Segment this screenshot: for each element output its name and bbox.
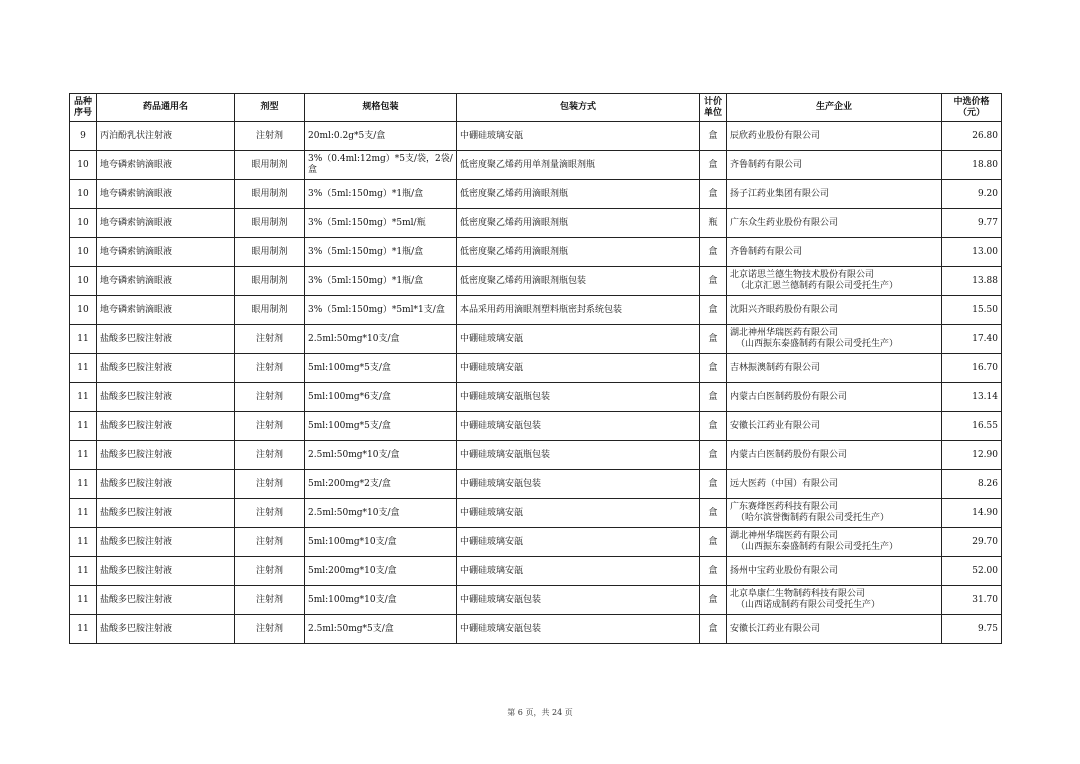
cell-name: 盐酸多巴胺注射液 <box>97 354 235 383</box>
cell-spec: 2.5ml:50mg*10支/盒 <box>305 499 457 528</box>
cell-maker <box>727 470 942 499</box>
cell-unit: 盒 <box>700 296 727 325</box>
cell-form: 眼用制剂 <box>235 296 305 325</box>
cell-form: 注射剂 <box>235 528 305 557</box>
cell-seq: 10 <box>70 296 97 325</box>
maker-name: 辰欣药业股份有限公司 <box>730 130 821 141</box>
cell-spec: 5ml:100mg*5支/盒 <box>305 412 457 441</box>
cell-maker <box>727 499 942 528</box>
cell-form: 注射剂 <box>235 412 305 441</box>
maker-name: 北京诺思兰德生物技术股份有限公司 <box>730 270 875 280</box>
table-row <box>70 383 1002 412</box>
table-row <box>70 615 1002 644</box>
cell-seq: 11 <box>70 499 97 528</box>
cell-maker <box>727 151 942 180</box>
cell-form: 注射剂 <box>235 586 305 615</box>
maker-note: （山西诺成制药有限公司受托生产） <box>736 600 881 610</box>
cell-name: 盐酸多巴胺注射液 <box>97 383 235 412</box>
maker-name: 沈阳兴齐眼药股份有限公司 <box>730 304 839 315</box>
cell-name: 地夸磷索钠滴眼液 <box>97 209 235 238</box>
cell-seq: 10 <box>70 209 97 238</box>
cell-form: 注射剂 <box>235 441 305 470</box>
header-pack: 包装方式 <box>457 94 700 122</box>
table-row <box>70 238 1002 267</box>
header-price: 中选价格（元） <box>942 94 1002 122</box>
cell-maker <box>727 296 942 325</box>
table-row <box>70 354 1002 383</box>
maker-name: 吉林振澳制药有限公司 <box>730 362 821 373</box>
cell-spec: 5ml:100mg*10支/盒 <box>305 586 457 615</box>
cell-spec: 3%（5ml:150mg）*1瓶/盒 <box>305 180 457 209</box>
cell-pack: 中硼硅玻璃安瓿 <box>457 499 700 528</box>
cell-unit: 盒 <box>700 528 727 557</box>
cell-spec: 5ml:200mg*10支/盒 <box>305 557 457 586</box>
maker-name: 齐鲁制药有限公司 <box>730 246 803 257</box>
maker-name: 安徽长江药业有限公司 <box>730 623 821 634</box>
cell-maker <box>727 557 942 586</box>
cell-price: 17.40 <box>942 325 1002 354</box>
maker-note: （哈尔滨誉衡制药有限公司受托生产） <box>736 513 890 523</box>
cell-pack: 低密度聚乙烯药用滴眼剂瓶 <box>457 180 700 209</box>
cell-form: 眼用制剂 <box>235 151 305 180</box>
cell-pack: 中硼硅玻璃安瓿 <box>457 325 700 354</box>
cell-form: 注射剂 <box>235 383 305 412</box>
cell-maker <box>727 586 942 615</box>
table-row <box>70 209 1002 238</box>
cell-maker <box>727 441 942 470</box>
cell-spec: 20ml:0.2g*5支/盒 <box>305 122 457 151</box>
cell-unit: 盒 <box>700 325 727 354</box>
cell-seq: 11 <box>70 441 97 470</box>
cell-pack: 低密度聚乙烯药用滴眼剂瓶 <box>457 238 700 267</box>
cell-maker <box>727 209 942 238</box>
maker-name: 内蒙古白医制药股份有限公司 <box>730 391 848 402</box>
cell-maker <box>727 180 942 209</box>
cell-price: 9.20 <box>942 180 1002 209</box>
cell-spec: 5ml:100mg*10支/盒 <box>305 528 457 557</box>
table-row <box>70 499 1002 528</box>
cell-unit: 盒 <box>700 470 727 499</box>
table-row <box>70 470 1002 499</box>
cell-pack: 中硼硅玻璃安瓿 <box>457 354 700 383</box>
cell-maker <box>727 354 942 383</box>
cell-seq: 9 <box>70 122 97 151</box>
maker-name: 安徽长江药业有限公司 <box>730 420 821 431</box>
cell-maker <box>727 325 942 354</box>
cell-unit: 盒 <box>700 354 727 383</box>
cell-price: 13.88 <box>942 267 1002 296</box>
table-row <box>70 528 1002 557</box>
cell-seq: 11 <box>70 528 97 557</box>
cell-seq: 11 <box>70 615 97 644</box>
table-row <box>70 412 1002 441</box>
cell-spec: 2.5ml:50mg*10支/盒 <box>305 325 457 354</box>
maker-name: 扬州中宝药业股份有限公司 <box>730 565 839 576</box>
cell-name: 地夸磷索钠滴眼液 <box>97 267 235 296</box>
cell-unit: 瓶 <box>700 209 727 238</box>
cell-form: 注射剂 <box>235 122 305 151</box>
cell-form: 注射剂 <box>235 615 305 644</box>
cell-form: 眼用制剂 <box>235 209 305 238</box>
cell-name: 地夸磷索钠滴眼液 <box>97 180 235 209</box>
cell-name: 盐酸多巴胺注射液 <box>97 615 235 644</box>
cell-unit: 盒 <box>700 412 727 441</box>
cell-pack: 中硼硅玻璃安瓿 <box>457 528 700 557</box>
maker-name: 远大医药（中国）有限公司 <box>730 478 839 489</box>
table-row <box>70 557 1002 586</box>
cell-price: 29.70 <box>942 528 1002 557</box>
cell-seq: 10 <box>70 151 97 180</box>
cell-maker <box>727 122 942 151</box>
cell-pack: 中硼硅玻璃安瓿包装 <box>457 412 700 441</box>
table-row <box>70 267 1002 296</box>
cell-name: 丙泊酚乳状注射液 <box>97 122 235 151</box>
cell-name: 盐酸多巴胺注射液 <box>97 528 235 557</box>
cell-maker <box>727 267 942 296</box>
cell-price: 18.80 <box>942 151 1002 180</box>
cell-price: 14.90 <box>942 499 1002 528</box>
cell-unit: 盒 <box>700 267 727 296</box>
maker-name: 扬子江药业集团有限公司 <box>730 188 830 199</box>
cell-price: 31.70 <box>942 586 1002 615</box>
cell-price: 13.14 <box>942 383 1002 412</box>
cell-pack: 本品采用药用滴眼剂塑料瓶密封系统包装 <box>457 296 700 325</box>
drug-price-table <box>69 93 1002 644</box>
cell-seq: 11 <box>70 586 97 615</box>
header-seq: 品种序号 <box>70 94 97 122</box>
table-row <box>70 122 1002 151</box>
cell-name: 盐酸多巴胺注射液 <box>97 586 235 615</box>
cell-form: 眼用制剂 <box>235 180 305 209</box>
cell-seq: 10 <box>70 267 97 296</box>
cell-seq: 11 <box>70 354 97 383</box>
cell-unit: 盒 <box>700 441 727 470</box>
cell-seq: 11 <box>70 325 97 354</box>
cell-spec: 2.5ml:50mg*5支/盒 <box>305 615 457 644</box>
cell-maker <box>727 238 942 267</box>
cell-price: 13.00 <box>942 238 1002 267</box>
header-row <box>70 94 1002 122</box>
cell-pack: 低密度聚乙烯药用滴眼剂瓶 <box>457 209 700 238</box>
cell-pack: 中硼硅玻璃安瓿包装 <box>457 615 700 644</box>
header-spec: 规格包装 <box>305 94 457 122</box>
cell-pack: 中硼硅玻璃安瓿瓶包装 <box>457 441 700 470</box>
maker-note: （北京汇恩兰德制药有限公司受托生产） <box>736 281 899 291</box>
cell-price: 16.55 <box>942 412 1002 441</box>
maker-note: （山西振东泰盛制药有限公司受托生产） <box>736 339 899 349</box>
table-body <box>70 122 1002 644</box>
cell-maker <box>727 383 942 412</box>
cell-maker <box>727 615 942 644</box>
cell-form: 注射剂 <box>235 325 305 354</box>
cell-spec: 5ml:100mg*6支/盒 <box>305 383 457 412</box>
page-footer: 第 6 页，共 24 页 <box>507 708 573 717</box>
cell-name: 地夸磷索钠滴眼液 <box>97 151 235 180</box>
cell-unit: 盒 <box>700 499 727 528</box>
cell-price: 12.90 <box>942 441 1002 470</box>
cell-unit: 盒 <box>700 122 727 151</box>
table-row <box>70 325 1002 354</box>
cell-pack: 中硼硅玻璃安瓿瓶包装 <box>457 383 700 412</box>
cell-price: 15.50 <box>942 296 1002 325</box>
maker-name: 内蒙古白医制药股份有限公司 <box>730 449 848 460</box>
maker-name: 齐鲁制药有限公司 <box>730 159 803 170</box>
cell-form: 注射剂 <box>235 499 305 528</box>
cell-price: 26.80 <box>942 122 1002 151</box>
cell-unit: 盒 <box>700 615 727 644</box>
cell-price: 16.70 <box>942 354 1002 383</box>
cell-seq: 10 <box>70 180 97 209</box>
cell-seq: 10 <box>70 238 97 267</box>
table-row <box>70 296 1002 325</box>
cell-unit: 盒 <box>700 586 727 615</box>
cell-pack: 中硼硅玻璃安瓿包装 <box>457 470 700 499</box>
maker-note: （山西振东泰盛制药有限公司受托生产） <box>736 542 899 552</box>
cell-name: 盐酸多巴胺注射液 <box>97 557 235 586</box>
cell-spec: 5ml:200mg*2支/盒 <box>305 470 457 499</box>
header-unit: 计价单位 <box>700 94 727 122</box>
header-name: 药品通用名 <box>97 94 235 122</box>
cell-unit: 盒 <box>700 557 727 586</box>
cell-form: 注射剂 <box>235 557 305 586</box>
cell-pack: 中硼硅玻璃安瓿 <box>457 122 700 151</box>
cell-name: 盐酸多巴胺注射液 <box>97 499 235 528</box>
cell-form: 注射剂 <box>235 354 305 383</box>
cell-pack: 中硼硅玻璃安瓿包装 <box>457 586 700 615</box>
cell-name: 地夸磷索钠滴眼液 <box>97 296 235 325</box>
cell-spec: 3%（5ml:150mg）*1瓶/盒 <box>305 238 457 267</box>
cell-name: 盐酸多巴胺注射液 <box>97 441 235 470</box>
table-row <box>70 151 1002 180</box>
cell-form: 眼用制剂 <box>235 238 305 267</box>
cell-seq: 11 <box>70 470 97 499</box>
cell-pack: 低密度聚乙烯药用单剂量滴眼剂瓶 <box>457 151 700 180</box>
cell-price: 9.77 <box>942 209 1002 238</box>
header-maker: 生产企业 <box>727 94 942 122</box>
cell-spec: 3%（5ml:150mg）*5ml/瓶 <box>305 209 457 238</box>
cell-unit: 盒 <box>700 180 727 209</box>
cell-spec: 3%（5ml:150mg）*5ml*1支/盒 <box>305 296 457 325</box>
cell-seq: 11 <box>70 412 97 441</box>
cell-name: 盐酸多巴胺注射液 <box>97 470 235 499</box>
cell-name: 盐酸多巴胺注射液 <box>97 325 235 354</box>
cell-spec: 3%（5ml:150mg）*1瓶/盒 <box>305 267 457 296</box>
maker-name: 北京阜康仁生物制药科技有限公司 <box>730 589 866 599</box>
cell-price: 8.26 <box>942 470 1002 499</box>
maker-name: 湖北神州华瑞医药有限公司 <box>730 328 839 338</box>
cell-maker <box>727 528 942 557</box>
cell-unit: 盒 <box>700 383 727 412</box>
header-form: 剂型 <box>235 94 305 122</box>
cell-name: 盐酸多巴胺注射液 <box>97 412 235 441</box>
cell-unit: 盒 <box>700 238 727 267</box>
cell-pack: 中硼硅玻璃安瓿 <box>457 557 700 586</box>
table-row <box>70 180 1002 209</box>
cell-maker <box>727 412 942 441</box>
cell-form: 眼用制剂 <box>235 267 305 296</box>
cell-pack: 低密度聚乙烯药用滴眼剂瓶包装 <box>457 267 700 296</box>
cell-price: 9.75 <box>942 615 1002 644</box>
cell-spec: 5ml:100mg*5支/盒 <box>305 354 457 383</box>
table-row <box>70 586 1002 615</box>
cell-price: 52.00 <box>942 557 1002 586</box>
maker-name: 广东众生药业股份有限公司 <box>730 217 839 228</box>
table-row <box>70 441 1002 470</box>
maker-name: 湖北神州华瑞医药有限公司 <box>730 531 839 541</box>
cell-spec: 3%（0.4ml:12mg）*5支/袋，2袋/盒 <box>305 151 457 180</box>
cell-spec: 2.5ml:50mg*10支/盒 <box>305 441 457 470</box>
cell-seq: 11 <box>70 557 97 586</box>
cell-unit: 盒 <box>700 151 727 180</box>
maker-name: 广东赛烽医药科技有限公司 <box>730 502 839 512</box>
cell-name: 地夸磷索钠滴眼液 <box>97 238 235 267</box>
cell-seq: 11 <box>70 383 97 412</box>
cell-form: 注射剂 <box>235 470 305 499</box>
